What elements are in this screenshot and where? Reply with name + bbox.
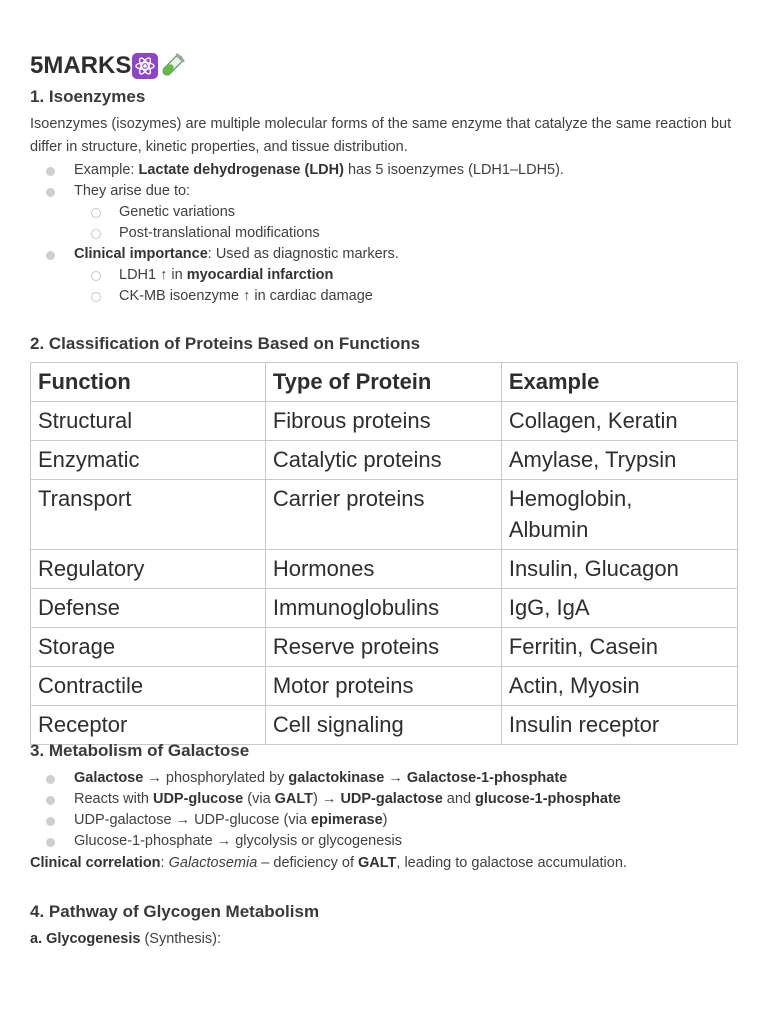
table-cell: Collagen, Keratin: [501, 402, 737, 441]
table-row: [31, 589, 738, 628]
bullet-icon: [46, 838, 55, 847]
table-cell: Amylase, Trypsin: [501, 441, 737, 480]
table-cell: Hemoglobin, Albumin: [501, 480, 737, 550]
hollow-bullet-icon: [91, 208, 101, 218]
table-cell: Actin, Myosin: [501, 667, 737, 706]
table-row: [31, 667, 738, 706]
table-cell: Storage: [31, 628, 266, 667]
list-item: Reacts with UDP-glucose (via GALT) → UDP-galactose and glucose-1-phosphate: [74, 789, 621, 810]
table-row: [31, 628, 738, 667]
table-cell: Insulin, Glucagon: [501, 550, 737, 589]
test-tube-icon: [158, 52, 186, 80]
list-item: They arise due to:: [74, 181, 564, 202]
table-cell: Contractile: [31, 667, 266, 706]
table-cell: Regulatory: [31, 550, 266, 589]
table-cell: Defense: [31, 589, 266, 628]
table-cell: Cell signaling: [265, 706, 501, 745]
hollow-bullet-icon: [91, 229, 101, 239]
galactose-list: [74, 768, 621, 852]
galactose-clinical-correlation: Clinical correlation: Galactosemia – deficiency of GALT, leading to galactose accumulation.: [30, 855, 627, 871]
list-item: CK-MB isoenzyme ↑ in cardiac damage: [119, 286, 564, 307]
list-item: Post-translational modifications: [119, 223, 564, 244]
list-item: Galactose → phosphorylated by galactokinase → Galactose-1-phosphate: [74, 768, 621, 789]
table-cell: Carrier proteins: [265, 480, 501, 550]
isoenzymes-list: [74, 160, 564, 307]
protein-classification-table: [30, 362, 738, 745]
table-cell: Immunoglobulins: [265, 589, 501, 628]
table-cell: Catalytic proteins: [265, 441, 501, 480]
table-cell: Structural: [31, 402, 266, 441]
bullet-icon: [46, 188, 55, 197]
list-item: Glucose-1-phosphate → glycolysis or glycogenesis: [74, 831, 621, 852]
table-cell: Reserve proteins: [265, 628, 501, 667]
table-cell: Hormones: [265, 550, 501, 589]
column-header-example: Example: [501, 363, 737, 402]
section-heading-isoenzymes: 1. Isoenzymes: [30, 87, 146, 106]
table-cell: Motor proteins: [265, 667, 501, 706]
section-heading-galactose: 3. Metabolism of Galactose: [30, 741, 250, 760]
table-row: [31, 550, 738, 589]
bullet-icon: [46, 251, 55, 260]
table-cell: Enzymatic: [31, 441, 266, 480]
list-item: LDH1 ↑ in myocardial infarction: [119, 265, 564, 286]
page-title: [30, 50, 186, 82]
page-title-text: 5MARKS: [30, 52, 132, 79]
section-heading-protein-classification: 2. Classification of Proteins Based on Functions: [30, 334, 421, 353]
column-header-type: Type of Protein: [265, 363, 501, 402]
bullet-icon: [46, 167, 55, 176]
list-item: Genetic variations: [119, 202, 564, 223]
list-item: UDP-galactose → UDP-glucose (via epimerase): [74, 810, 621, 831]
table-cell: Receptor: [31, 706, 266, 745]
table-cell: Fibrous proteins: [265, 402, 501, 441]
bullet-icon: [46, 775, 55, 784]
list-item: Example: Lactate dehydrogenase (LDH) has 5 isoenzymes (LDH1–LDH5).: [74, 160, 564, 181]
bullet-icon: [46, 796, 55, 805]
table-row: [31, 441, 738, 480]
table-row: [31, 480, 738, 550]
isoenzymes-definition: Isoenzymes (isozymes) are multiple molecular forms of the same enzyme that catalyze the same reaction but differ in structure, kinetic properties, and tissue distribution.: [30, 116, 732, 155]
bullet-icon: [46, 817, 55, 826]
table-header-row: [31, 363, 738, 402]
table-cell: IgG, IgA: [501, 589, 737, 628]
column-header-function: Function: [31, 363, 266, 402]
section-heading-glycogen: 4. Pathway of Glycogen Metabolism: [30, 902, 320, 921]
table-cell: Transport: [31, 480, 266, 550]
table-cell: Ferritin, Casein: [501, 628, 737, 667]
table-cell: Insulin receptor: [501, 706, 737, 745]
hollow-bullet-icon: [91, 292, 101, 302]
table-row: [31, 402, 738, 441]
glycogenesis-subheading: a. Glycogenesis (Synthesis):: [30, 931, 222, 947]
atom-icon: [132, 53, 158, 79]
hollow-bullet-icon: [91, 271, 101, 281]
table-row: [31, 706, 738, 745]
list-item: Clinical importance: Used as diagnostic markers.: [74, 244, 564, 265]
